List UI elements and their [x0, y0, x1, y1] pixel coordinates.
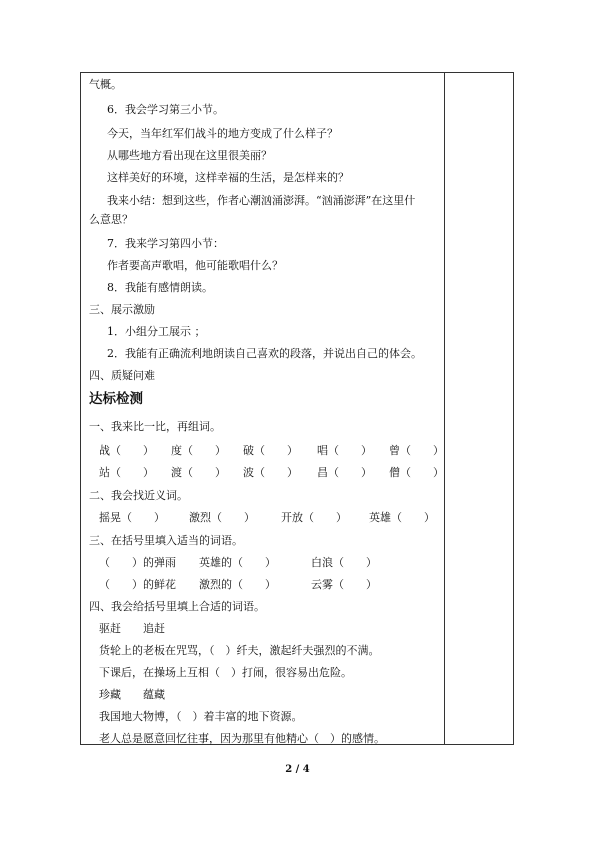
synonym-cell: 摇晃（ ）: [99, 511, 165, 524]
compare-cell: 度（ ）: [171, 444, 226, 457]
text-line: 老人总是愿意回忆往事，因为那里有他精心（ ）的感情。: [99, 732, 385, 745]
compare-cell: 破（ ）: [243, 444, 298, 457]
compare-cell: 站（ ）: [99, 466, 154, 479]
text-line: 2．我能有正确流利地朗读自己喜欢的段落，并说出自己的体会。: [107, 347, 422, 360]
compare-row: [99, 444, 444, 457]
fill-cell: （ ）的鲜花: [99, 578, 176, 591]
fill-cell: 云雾（ ）: [311, 578, 377, 591]
compare-cell: 僧（ ）: [389, 466, 444, 479]
column-divider: [444, 73, 445, 744]
document-table: [80, 72, 514, 745]
exercise-heading: 四、我会给括号里填上合适的词语。: [89, 600, 265, 613]
text-line: 7．我来学习第四小节：: [107, 237, 224, 250]
compare-cell: 昌（ ）: [317, 466, 372, 479]
compare-cell: 战（ ）: [99, 444, 154, 457]
compare-cell: 唱（ ）: [317, 444, 372, 457]
section-heading: 四、质疑问难: [89, 369, 155, 382]
word-pair: 驱赶 追赶: [99, 622, 165, 635]
synonym-cell: 激烈（ ）: [189, 511, 255, 524]
test-heading: 达标检测: [89, 391, 143, 407]
fill-row: [99, 578, 439, 591]
exercise-heading: 三、在括号里填入适当的词语。: [89, 534, 243, 547]
fill-row: [99, 556, 439, 569]
section-heading: 三、展示激励: [89, 303, 155, 316]
text-line: 么意思？: [89, 213, 133, 226]
text-line: 1．小组分工展示 ；: [107, 325, 206, 338]
synonym-row: [99, 511, 439, 524]
word-pair: 珍藏 蕴藏: [99, 688, 165, 701]
text-line: 我国地大物博，（ ）着丰富的地下资源。: [99, 710, 303, 723]
compare-cell: 渡（ ）: [171, 466, 226, 479]
fill-cell: 激烈的（ ）: [199, 578, 276, 591]
text-line: 气概。: [89, 78, 122, 91]
text-line: 6．我会学习第三小节。: [107, 103, 224, 116]
fill-cell: 英雄的（ ）: [199, 556, 276, 569]
text-line: 这样美好的环境，这样幸福的生活，是怎样来的？: [107, 171, 349, 184]
exercise-heading: 二、我会找近义词。: [89, 489, 188, 502]
fill-cell: （ ）的弹雨: [99, 556, 176, 569]
text-line: 今天，当年红军们战斗的地方变成了什么样子？: [107, 127, 338, 140]
compare-row: [99, 466, 444, 479]
page-number: 2 / 4: [285, 764, 310, 775]
text-line: 作者要高声歌唱，他可能歌唱什么？: [107, 259, 283, 272]
text-line: 货轮上的老板在咒骂，（ ）纤夫，激起纤夫强烈的不满。: [99, 644, 380, 657]
text-line: 下课后，在操场上互相（ ）打闹，很容易出危险。: [99, 666, 352, 679]
fill-cell: 白浪（ ）: [311, 556, 377, 569]
compare-cell: 波（ ）: [243, 466, 298, 479]
synonym-cell: 英雄（ ）: [369, 511, 435, 524]
text-line: 从哪些地方看出现在这里很美丽？: [107, 149, 272, 162]
compare-cell: 曾（ ）: [389, 444, 444, 457]
exercise-heading: 一、我来比一比，再组词。: [89, 420, 221, 433]
text-line: 8．我能有感情朗读。: [107, 281, 213, 294]
text-line: 我来小结：想到这些，作者心潮汹涌澎湃。“汹涌澎湃”在这里什: [107, 194, 416, 207]
synonym-cell: 开放（ ）: [281, 511, 347, 524]
